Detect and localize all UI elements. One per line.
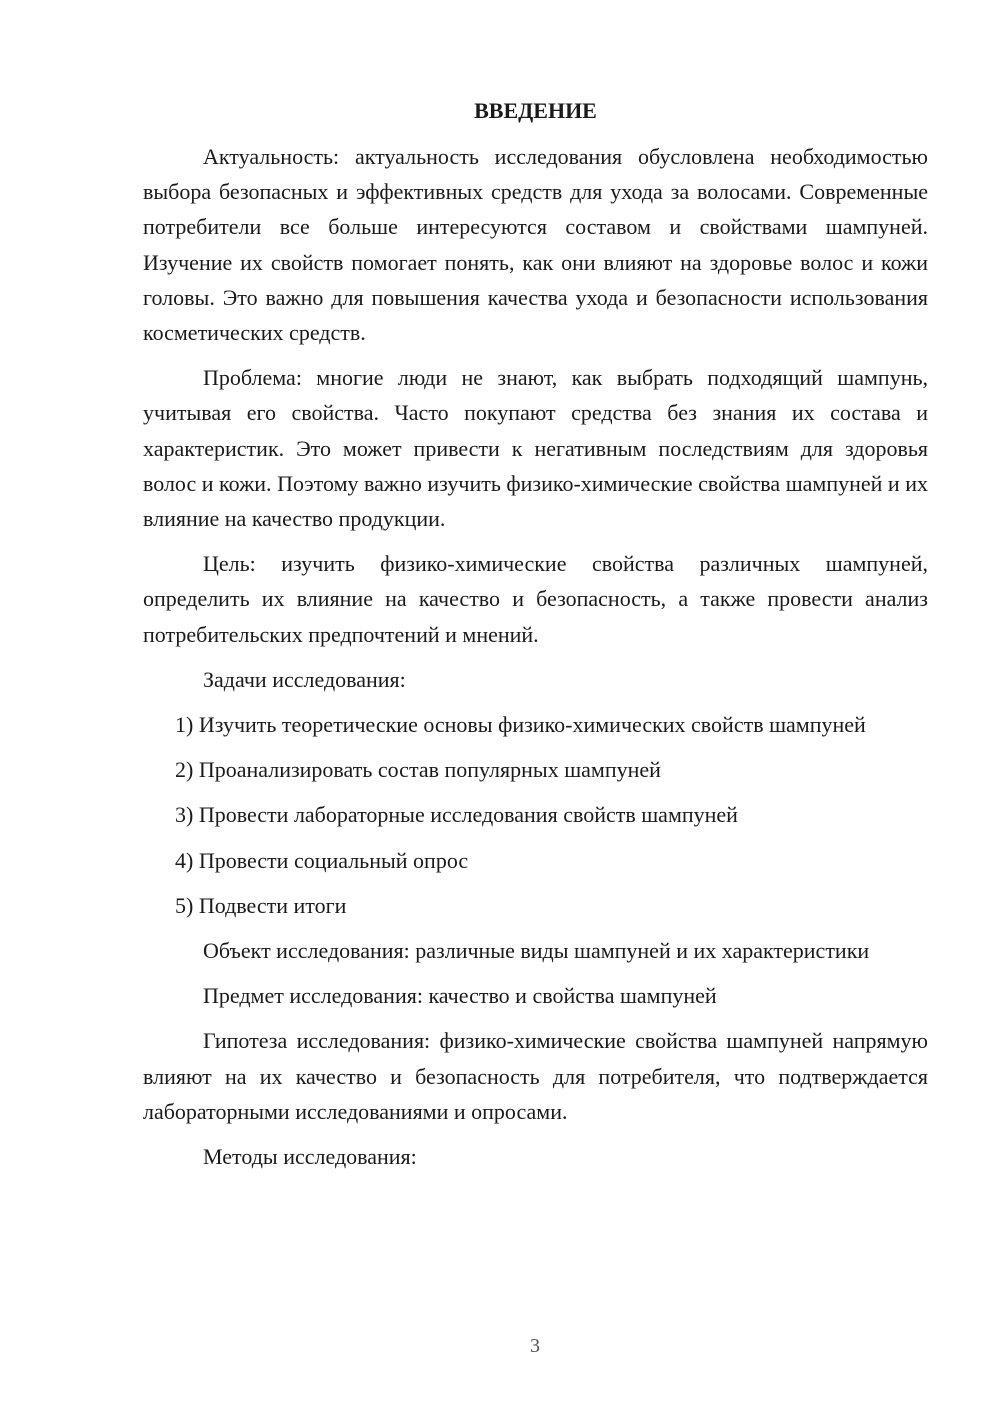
paragraph-problem: Проблема: многие люди не знают, как выбрать подходящий шампунь, учитывая его свойства. Часто покупают средства без знания их состава и характеристик. Это может привести к негативным последствиям для здоровья волос и кожи. Поэтому важно изучить физико-химические свойства шампуней и их влияние на качество продукции. — [143, 365, 928, 532]
paragraph-methods: Методы исследования: — [203, 1144, 417, 1170]
task-item-3: 3) Провести лабораторные исследования свойств шампуней — [175, 802, 738, 828]
task-item-1: 1) Изучить теоретические основы физико-химических свойств шампуней — [175, 712, 866, 738]
task-item-5: 5) Подвести итоги — [175, 892, 347, 918]
task-item-2: 2) Проанализировать состав популярных шампуней — [175, 757, 661, 783]
task-item-4: 4) Провести социальный опрос — [175, 847, 469, 873]
paragraph-subject: Предмет исследования: качество и свойства шампуней — [203, 983, 717, 1009]
paragraph-object: Объект исследования: различные виды шампуней и их характеристики — [203, 938, 870, 964]
paragraph-goal: Цель: изучить физико-химические свойства различных шампуней, определить их влияние на качество и безопасность, а также провести анализ потребительских предпочтений и мнений. — [143, 551, 928, 647]
page-title: ВВЕДЕНИЕ — [474, 98, 597, 123]
paragraph-hypothesis: Гипотеза исследования: физико-химические свойства шампуней напрямую влияют на их качество и безопасность для потребителя, что подтверждается лабораторными исследованиями и опросами. — [143, 1028, 928, 1124]
page-number: 3 — [530, 1335, 540, 1357]
paragraph-relevance: Актуальность: актуальность исследования обусловлена необходимостью выбора безопасных и эффективных средств для ухода за волосами. Современные потребители все больше интересуются составом и свойствами шампуней. Изучение их свойств помогает понять, как они влияют на здоровье волос и кожи головы. Это важно для повышения качества ухода и безопасности использования косметических средств. — [143, 144, 928, 346]
paragraph-tasks-heading: Задачи исследования: — [203, 666, 406, 692]
document-page — [143, 95, 928, 1184]
